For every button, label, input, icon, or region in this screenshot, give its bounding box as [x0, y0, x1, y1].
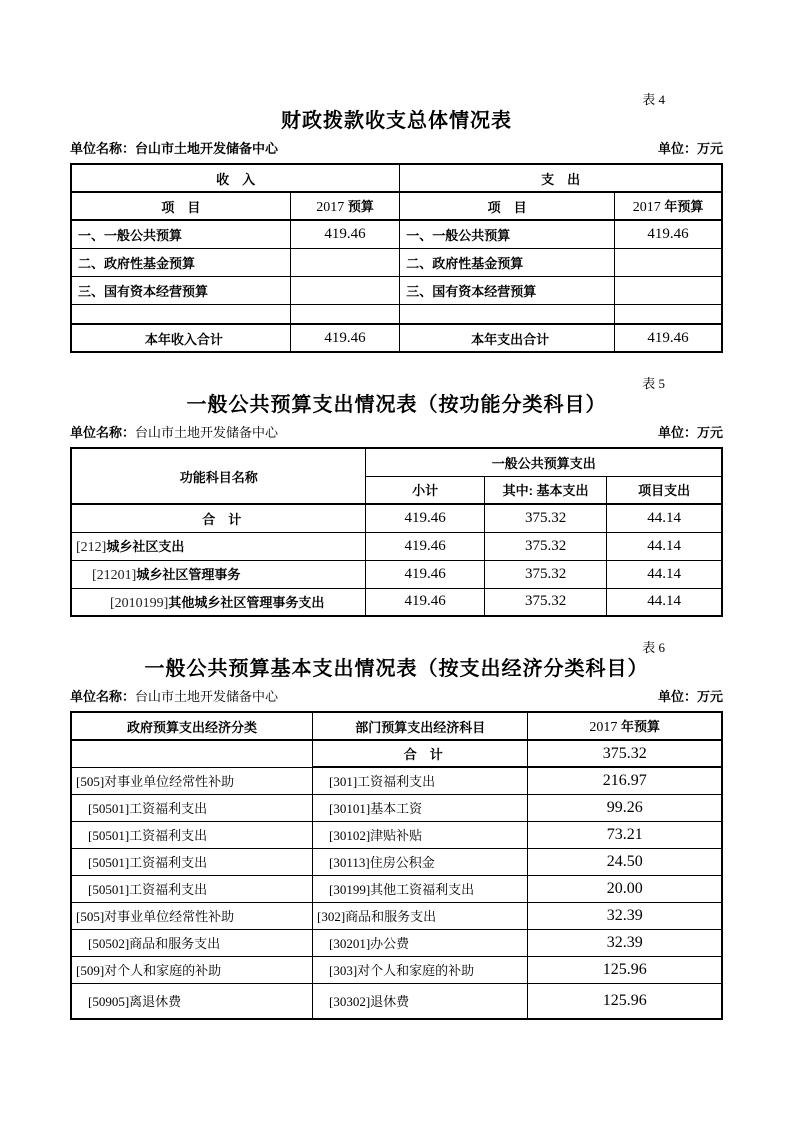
table6-title: 一般公共预算基本支出情况表（按支出经济分类科目）: [144, 658, 649, 680]
expense-item-cell: 一、一般公共预算: [400, 220, 615, 248]
table-row: [71, 929, 722, 956]
table-row: [71, 794, 722, 821]
table-row: [71, 588, 722, 616]
function-name: 城乡社区支出: [106, 539, 185, 554]
expense-item-cell: 二、政府性基金预算: [400, 248, 615, 276]
table-row: [71, 902, 722, 929]
expense-value-cell: 419.46: [615, 220, 722, 248]
income-total-label: 本年收入合计: [71, 324, 290, 352]
expense-value-cell: [615, 248, 722, 276]
t4-expense-budget-year: 2017: [632, 200, 661, 215]
dept-subject-cell: [303]对个人和家庭的补助: [313, 956, 528, 983]
table6-tag: 表 6: [642, 640, 665, 655]
unit-name-line: [70, 689, 278, 705]
t6-total-value: 375.32: [528, 740, 722, 767]
function-code: [212]: [76, 540, 107, 555]
table-row: [71, 532, 722, 560]
unit-measure: 单位：万元: [657, 689, 723, 704]
unit-measure: 单位：万元: [657, 425, 723, 440]
table-total-row: [71, 740, 722, 767]
t6-dept-col-header: 部门预算支出经济科目: [313, 712, 528, 740]
table-row: [71, 560, 722, 588]
gov-class-cell: [50905]离退休费: [71, 983, 313, 1019]
table5-functional-expenditure: [70, 447, 723, 617]
unit-name-label: 单位名称：: [70, 425, 136, 440]
dept-subject-cell: [302]商品和服务支出: [313, 902, 528, 929]
gov-class-cell: [509]对个人和家庭的补助: [71, 956, 313, 983]
function-code: [21201]: [92, 568, 137, 583]
table-row: [71, 848, 722, 875]
t6-gov-col-header: 政府预算支出经济分类: [71, 712, 313, 740]
t4-income-group-header: 收 入: [71, 164, 400, 192]
unit-measure: 单位：万元: [657, 141, 723, 156]
t5-name-col-header: 功能科目名称: [71, 448, 366, 504]
dept-subject-cell: [30102]津贴补贴: [313, 821, 528, 848]
t4-expense-budget-header: [615, 192, 722, 220]
budget-value-cell: 99.26: [528, 794, 722, 821]
t4-income-budget-label: 预算: [347, 199, 374, 214]
table6-unit-row: [70, 689, 723, 705]
budget-value-cell: 125.96: [528, 983, 722, 1019]
table-row: [71, 220, 722, 248]
table4-title: 财政拨款收支总体情况表: [281, 110, 512, 132]
expense-value-cell: [615, 276, 722, 304]
income-value-cell: [290, 304, 399, 324]
subtotal-cell: 419.46: [366, 588, 484, 616]
expense-total-value: 419.46: [615, 324, 722, 352]
subtotal-cell: 419.46: [366, 560, 484, 588]
t5-subtotal-header: 小计: [366, 476, 484, 504]
gov-class-cell: [50501]工资福利支出: [71, 875, 313, 902]
gov-class-cell: [505]对事业单位经常性补助: [71, 767, 313, 794]
gov-class-cell: [50501]工资福利支出: [71, 794, 313, 821]
basic-cell: 375.32: [484, 532, 606, 560]
t5-basic-header: 其中: 基本支出: [484, 476, 606, 504]
unit-name-label: 单位名称：: [70, 141, 136, 156]
t6-budget-year: 2017: [589, 720, 618, 735]
t5-total-project: 44.14: [607, 504, 722, 532]
table4-overall-budget: [70, 163, 723, 353]
dept-subject-cell: [30302]退休费: [313, 983, 528, 1019]
budget-value-cell: 125.96: [528, 956, 722, 983]
table6-economic-expenditure: [70, 711, 723, 1020]
t4-expense-item-header: 项 目: [400, 192, 615, 220]
t6-total-label: 合 计: [313, 740, 528, 767]
unit-name-value: 台山市土地开发储备中心: [135, 425, 279, 440]
income-item-cell: 一、一般公共预算: [71, 220, 290, 248]
table4-tag: 表 4: [642, 92, 665, 107]
table5-tag: 表 5: [642, 376, 665, 391]
table-row: [71, 276, 722, 304]
expense-value-cell: [615, 304, 722, 324]
t4-expense-budget-label: 年预算: [664, 199, 704, 214]
budget-value-cell: 73.21: [528, 821, 722, 848]
budget-value-cell: 20.00: [528, 875, 722, 902]
table4-unit-row: [70, 141, 723, 157]
function-name: 城乡社区管理事务: [136, 567, 241, 582]
t6-budget-col-header: [528, 712, 722, 740]
budget-value-cell: 216.97: [528, 767, 722, 794]
expense-item-cell: [400, 304, 615, 324]
unit-name-value: 台山市土地开发储备中心: [135, 689, 279, 704]
t4-income-budget-header: [290, 192, 399, 220]
table-total-row: [71, 324, 722, 352]
t4-income-item-header: 项 目: [71, 192, 290, 220]
t4-income-budget-year: 2017: [316, 200, 345, 215]
income-value-cell: 419.46: [290, 220, 399, 248]
t5-project-header: 项目支出: [607, 476, 722, 504]
income-value-cell: [290, 248, 399, 276]
income-value-cell: [290, 276, 399, 304]
dept-subject-cell: [30113]住房公积金: [313, 848, 528, 875]
income-item-cell: [71, 304, 290, 324]
t5-total-basic: 375.32: [484, 504, 606, 532]
function-name: 其他城乡社区管理事务支出: [168, 594, 325, 610]
budget-value-cell: 24.50: [528, 848, 722, 875]
table-total-row: [71, 504, 722, 532]
unit-name-label: 单位名称：: [70, 689, 136, 704]
table-row-empty: [71, 304, 722, 324]
unit-name-value: 台山市土地开发储备中心: [135, 141, 279, 156]
t6-budget-label: 年预算: [621, 719, 661, 734]
gov-class-cell: [50502]商品和服务支出: [71, 929, 313, 956]
t5-total-label: 合 计: [71, 504, 366, 532]
expense-item-cell: 三、国有资本经营预算: [400, 276, 615, 304]
table-row: [71, 875, 722, 902]
t4-expense-group-header: 支 出: [400, 164, 722, 192]
basic-cell: 375.32: [484, 588, 606, 616]
project-cell: 44.14: [607, 532, 722, 560]
expense-total-label: 本年支出合计: [400, 324, 615, 352]
table-row: [71, 821, 722, 848]
t5-group-header: 一般公共预算支出: [366, 448, 722, 476]
function-name-cell: [71, 560, 366, 588]
gov-class-cell: [50501]工资福利支出: [71, 821, 313, 848]
t5-total-subtotal: 419.46: [366, 504, 484, 532]
unit-name-line: [70, 141, 278, 157]
dept-subject-cell: [30201]办公费: [313, 929, 528, 956]
subtotal-cell: 419.46: [366, 532, 484, 560]
gov-class-cell: [505]对事业单位经常性补助: [71, 902, 313, 929]
dept-subject-cell: [30101]基本工资: [313, 794, 528, 821]
dept-subject-cell: [30199]其他工资福利支出: [313, 875, 528, 902]
budget-value-cell: 32.39: [528, 902, 722, 929]
income-item-cell: 三、国有资本经营预算: [71, 276, 290, 304]
table-row: [71, 248, 722, 276]
function-name-cell: [71, 532, 366, 560]
income-total-value: 419.46: [290, 324, 399, 352]
project-cell: 44.14: [607, 560, 722, 588]
project-cell: 44.14: [607, 588, 722, 616]
gov-class-cell: [50501]工资福利支出: [71, 848, 313, 875]
table-row: [71, 767, 722, 794]
basic-cell: 375.32: [484, 560, 606, 588]
dept-subject-cell: [301]工资福利支出: [313, 767, 528, 794]
function-name-cell: [71, 588, 366, 616]
table-row: [71, 983, 722, 1019]
gov-class-cell: [71, 740, 313, 767]
table-row: [71, 956, 722, 983]
function-code: [2010199]: [110, 595, 169, 611]
budget-value-cell: 32.39: [528, 929, 722, 956]
table5-unit-row: [70, 425, 723, 441]
table5-title: 一般公共预算支出情况表（按功能分类科目）: [186, 394, 607, 416]
income-item-cell: 二、政府性基金预算: [71, 248, 290, 276]
unit-name-line: [70, 425, 278, 441]
